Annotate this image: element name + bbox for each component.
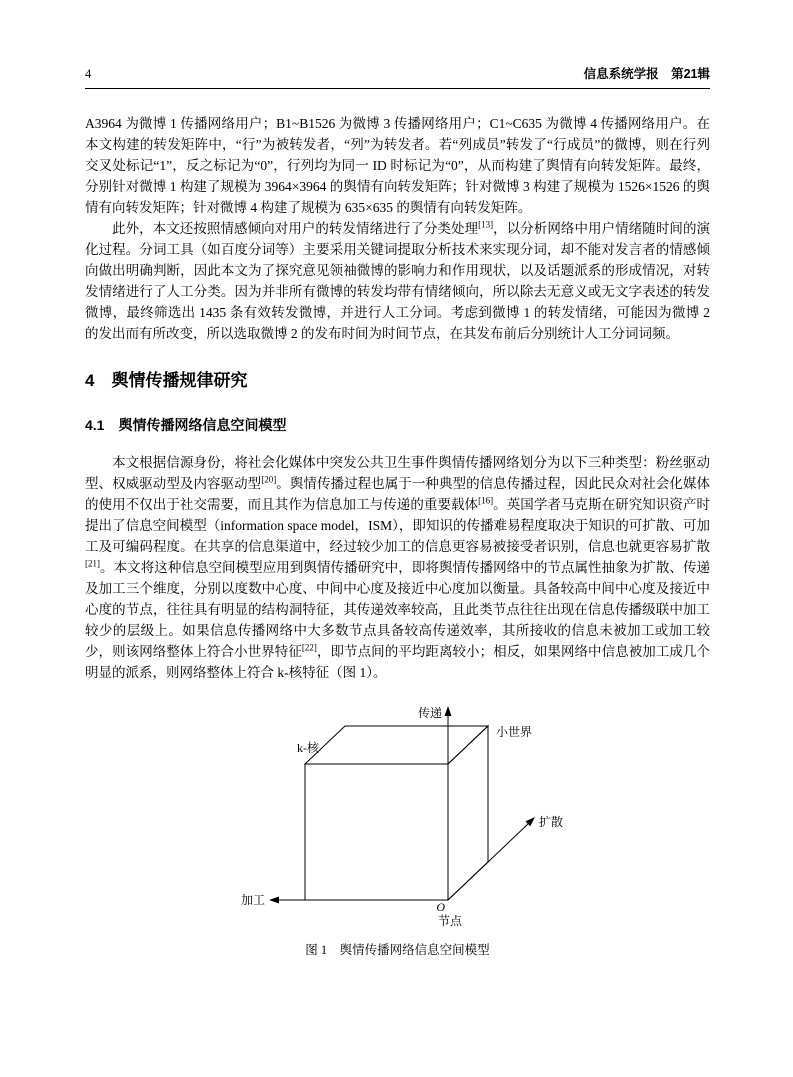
small-world-label: 小世界	[495, 725, 532, 739]
page-header	[85, 64, 710, 89]
paragraph-sentiment-classification: 此外，本文还按照情感倾向对用户的转发情绪进行了分类处理[13]，以分析网络中用户情绪随时间的演化过程。分词工具（如百度分词等）主要采用关键词提取分析技术来实现分词，却不能对发言者的情感倾向做出明确判断，因此本文为了探究意见领袖微博的影响力和作用现状，以及话题派系的形成情况，对转发情绪进行了人工分类。因为并非所有微博的转发均带有情绪倾向，所以除去无意义或无文字表述的转发微博，最终筛选出 1435 条有效转发微博，并进行人工分词。考虑到微博 1 的转发情绪，可能因为微博 2 的发出而有所改变，所以选取微博 2 的发布时间为时间节点，在其发布前后分别统计人工分词词频。	[85, 219, 711, 341]
paragraph-matrix-construction: A3964 为微博 1 传播网络用户；B1~B1526 为微博 3 传播网络用户；C1~C635 为微博 4 传播网络用户。在本文构建的转发矩阵中，“行”为被转发者，“列”为转发者。若“列成员”转发了“行成员”的微博，则在行列交叉处标记“1”，反之标记为“0”，行列均为同一 ID 时标记为“0”，从而构建了舆情有向转发矩阵。最终，分别针对微博 1 构建了规模为 3964×3964 的舆情有向转发矩阵；针对微博 3 构建了规模为 1526×1526 的舆情有向转发矩阵；针对微博 4 构建了规模为 635×635 的舆情有向转发矩阵。	[85, 116, 710, 215]
subsection-heading: 4.1 舆情传播网络信息空间模型	[85, 417, 287, 433]
cube-top-face	[305, 726, 488, 764]
figure-1	[85, 699, 710, 958]
page-number: 4	[85, 67, 92, 81]
origin-label: O	[435, 900, 445, 914]
paragraph-information-space-model: 本文根据信源身份，将社会化媒体中突发公共卫生事件舆情传播网络划分为以下三种类型：粉丝驱动型、权威驱动型及内容驱动型[20]。舆情传播过程也属于一种典型的信息传播过程，因此民众对社会化媒体的使用不仅出于社交需要，而且其作为信息加工与传递的重要载体[16]。英国学者马克斯在研究知识资产时提出了信息空间模型（information space model，ISM），即知识的传播难易程度取决于知识的可扩散、可加工及可编码程度。在共享的信息渠道中，经过较少加工的信息更容易被接受者识别，信息也就更容易扩散[21]。本文将这种信息空间模型应用到舆情传播研究中，即将舆情传播网络中的节点属性抽象为扩散、传递及加工三个维度，分别以度数中心度、中间中心度及接近中心度加以衡量。具备较高中间中心度及接近中心度的节点，往往具有明显的结构洞特征，其传递效率较高，且此类节点往往出现在信息传播级联中加工较少的层级上。如果信息传播网络中大多数节点具备较高传递效率，其所接收的信息未被加工或加工较少，则该网络整体上符合小世界特征[22]，即节点间的平均距离较小；相反，如果网络中信息被加工成几个明显的派系，则网络整体上符合 k-核特征（图 1）。	[85, 455, 711, 680]
body-text	[85, 113, 710, 683]
cube-right-face	[448, 726, 488, 900]
info-space-model-diagram	[228, 699, 568, 934]
section-heading: 4 舆情传播规律研究	[85, 371, 248, 390]
axis-processing-label: 加工	[240, 893, 265, 907]
arrowhead-processing-icon	[269, 897, 279, 904]
axis-diffusion-label: 扩散	[538, 815, 563, 829]
node-label: 节点	[437, 914, 462, 928]
cube-front-face	[305, 764, 448, 900]
axis-transfer-label: 传递	[417, 706, 442, 720]
arrowhead-transfer-icon	[444, 706, 451, 716]
figure-caption: 图 1 舆情传播网络信息空间模型	[305, 943, 490, 957]
journal-title: 信息系统学报 第21辑	[583, 67, 710, 81]
k-core-label: k-核	[296, 741, 319, 755]
